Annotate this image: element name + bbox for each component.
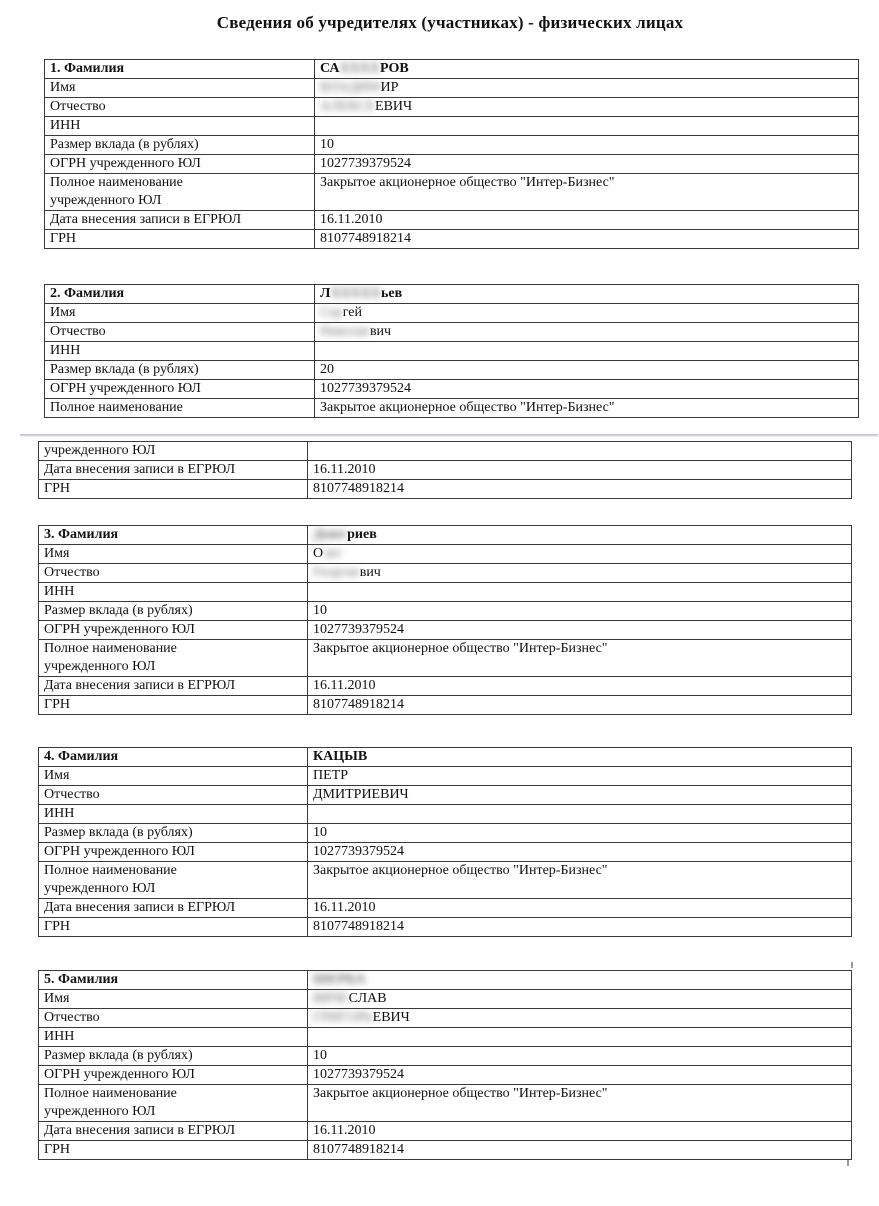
redacted-text: АЛЕКСЕ (320, 99, 376, 114)
naim-value: Закрытое акционерное общество "Интер-Бизнес" (308, 862, 852, 899)
otchestvo-label: Отчество (39, 1009, 308, 1028)
imya-value (308, 990, 852, 1009)
surname-text: КАЦЫВ (313, 749, 368, 764)
naim-label-line-2: учрежденного ЮЛ (44, 659, 156, 674)
table-row (39, 583, 852, 602)
table-row (39, 1085, 852, 1122)
vklad-value: 10 (308, 602, 852, 621)
date-label: Дата внесения записи в ЕГРЮЛ (39, 461, 308, 480)
grn-value: 8107748918214 (308, 696, 852, 715)
inn-label: ИНН (45, 342, 315, 361)
redacted-text: Георгие (313, 565, 360, 580)
table-row (39, 767, 852, 786)
redacted-text: ШЕРБА (313, 972, 366, 987)
table-row (39, 1122, 852, 1141)
date-label: Дата внесения записи в ЕГРЮЛ (45, 211, 315, 230)
redacted-text: ГРИГОРЬ (313, 1010, 373, 1025)
otchestvo-value (315, 323, 859, 342)
grn-label: ГРН (39, 480, 308, 499)
table-row (45, 79, 859, 98)
grn-value: 8107748918214 (315, 230, 859, 249)
table-row (39, 1028, 852, 1047)
table-row (39, 786, 852, 805)
vklad-value: 20 (315, 361, 859, 380)
visible-text: Л (320, 286, 331, 301)
grn-label: ГРН (45, 230, 315, 249)
vklad-label: Размер вклада (в рублях) (39, 824, 308, 843)
imya-label: Имя (39, 545, 308, 564)
table-row (39, 621, 852, 640)
redacted-text: ХХХХХ (330, 286, 381, 301)
date-value: 16.11.2010 (308, 461, 852, 480)
imya-value (315, 79, 859, 98)
visible-text: ИР (380, 80, 399, 95)
table-row (39, 480, 852, 499)
familia-label: 5. Фамилия (39, 971, 308, 990)
table-row (45, 211, 859, 230)
naim-label-line-1: Полное наименование (44, 863, 177, 878)
table-row (39, 1047, 852, 1066)
inn-label: ИНН (39, 583, 308, 602)
imya-label: Имя (45, 304, 315, 323)
table-row (45, 342, 859, 361)
table-row (45, 285, 859, 304)
imya-label: Имя (39, 990, 308, 1009)
redacted-text: Николае (320, 324, 370, 339)
founder-2-table (44, 284, 859, 418)
vklad-value: 10 (308, 824, 852, 843)
table-row (39, 640, 852, 677)
otchestvo-label: Отчество (45, 98, 315, 117)
familia-value (315, 60, 859, 79)
table-row (45, 323, 859, 342)
ogrn-label: ОГРН учрежденного ЮЛ (39, 1066, 308, 1085)
visible-text: вич (369, 324, 392, 339)
otchestvo-value (308, 786, 852, 805)
otchestvo-value (308, 1009, 852, 1028)
redacted-text: Дмит (313, 527, 348, 542)
familia-value (315, 285, 859, 304)
inn-value (308, 583, 852, 602)
table-row (39, 442, 852, 461)
visible-text: ьев (381, 286, 403, 301)
founder-2-table-continued (38, 441, 852, 499)
familia-label: 2. Фамилия (45, 285, 315, 304)
naim-label-line-1: Полное наименование (44, 1086, 177, 1101)
table-row (45, 117, 859, 136)
table-row (39, 602, 852, 621)
ogrn-label: ОГРН учрежденного ЮЛ (45, 155, 315, 174)
imya-label: Имя (39, 767, 308, 786)
ogrn-value: 1027739379524 (308, 621, 852, 640)
table-row (45, 304, 859, 323)
ogrn-label: ОГРН учрежденного ЮЛ (45, 380, 315, 399)
table-row (39, 1009, 852, 1028)
table-row (45, 361, 859, 380)
document-title: Сведения об учредителях (участниках) - физических лицах (216, 13, 684, 32)
familia-value (308, 526, 852, 545)
visible-text: ЕВИЧ (372, 1010, 410, 1025)
date-value: 16.11.2010 (308, 899, 852, 918)
familia-label: 1. Фамилия (45, 60, 315, 79)
naim-label-line-2: учрежденного ЮЛ (44, 881, 156, 896)
imya-value (308, 545, 852, 564)
visible-text: ЕВИЧ (375, 99, 413, 114)
table-row (39, 805, 852, 824)
naim-label-line-2: учрежденного ЮЛ (44, 1104, 156, 1119)
redacted-text: ВЯЧЕ (313, 991, 349, 1006)
table-row (39, 918, 852, 937)
highlighted-surname (313, 748, 367, 766)
visible-text: СА (320, 61, 340, 76)
otchestvo-value (308, 564, 852, 583)
naim-label: Полное наименование (45, 399, 315, 418)
vklad-label: Размер вклада (в рублях) (39, 602, 308, 621)
scan-mark (851, 962, 853, 968)
inn-label: ИНН (45, 117, 315, 136)
visible-text: вич (359, 565, 381, 580)
date-value: 16.11.2010 (308, 677, 852, 696)
ogrn-value: 1027739379524 (315, 155, 859, 174)
table-row (39, 971, 852, 990)
otchestvo-label: Отчество (45, 323, 315, 342)
naim-value: Закрытое акционерное общество "Интер-Бизнес" (308, 640, 852, 677)
date-value: 16.11.2010 (308, 1122, 852, 1141)
visible-text: риев (347, 527, 377, 542)
otchestvo-label: Отчество (39, 786, 308, 805)
page-fold-line (20, 434, 878, 437)
table-row (39, 824, 852, 843)
grn-label: ГРН (39, 696, 308, 715)
ogrn-value: 1027739379524 (308, 843, 852, 862)
table-row (39, 899, 852, 918)
imya-value (315, 304, 859, 323)
naim-label (45, 174, 315, 211)
table-row (45, 230, 859, 249)
inn-value (315, 117, 859, 136)
familia-label: 3. Фамилия (39, 526, 308, 545)
table-row (45, 60, 859, 79)
table-row (39, 862, 852, 899)
inn-label: ИНН (39, 805, 308, 824)
table-row (39, 748, 852, 767)
vklad-value: 10 (308, 1047, 852, 1066)
naim-label (39, 862, 308, 899)
grn-value: 8107748918214 (308, 480, 852, 499)
redacted-text: Сер (320, 305, 343, 320)
founder-5-table (38, 970, 852, 1160)
table-row (39, 564, 852, 583)
grn-label: ГРН (39, 918, 308, 937)
grn-value: 8107748918214 (308, 1141, 852, 1160)
inn-value (308, 1028, 852, 1047)
highlighted-name (313, 767, 348, 785)
table-row (39, 526, 852, 545)
scan-mark (847, 1160, 849, 1166)
ogrn-value: 1027739379524 (308, 1066, 852, 1085)
vklad-label: Размер вклада (в рублях) (45, 136, 315, 155)
naim-label-line-1: Полное наименование (50, 175, 183, 190)
naim-label (39, 640, 308, 677)
visible-text: О (313, 546, 324, 561)
visible-text: РОВ (379, 61, 409, 76)
highlighted-patronymic (313, 786, 409, 804)
redacted-text: ВЛАДИМ (320, 80, 381, 95)
table-row (39, 696, 852, 715)
date-label: Дата внесения записи в ЕГРЮЛ (39, 1122, 308, 1141)
table-row (39, 677, 852, 696)
founder-1-table (44, 59, 859, 249)
visible-text: СЛАВ (348, 991, 387, 1006)
table-row (39, 545, 852, 564)
familia-label: 4. Фамилия (39, 748, 308, 767)
ogrn-label: ОГРН учрежденного ЮЛ (39, 621, 308, 640)
otchestvo-value (315, 98, 859, 117)
table-row (39, 990, 852, 1009)
patronymic-text: ДМИТРИЕВИЧ (313, 787, 409, 802)
naim-label-line-2: учрежденного ЮЛ (50, 193, 162, 208)
naim-label (39, 1085, 308, 1122)
naim-value: Закрытое акционерное общество "Интер-Бизнес" (308, 1085, 852, 1122)
familia-value (308, 971, 852, 990)
date-label: Дата внесения записи в ЕГРЮЛ (39, 899, 308, 918)
date-value: 16.11.2010 (315, 211, 859, 230)
table-row (45, 380, 859, 399)
founder-3-table (38, 525, 852, 715)
naim-label-line-1: Полное наименование (44, 641, 177, 656)
naim-value: Закрытое акционерное общество "Интер-Бизнес" (315, 174, 859, 211)
table-row (39, 461, 852, 480)
inn-value (308, 805, 852, 824)
name-text: ПЕТР (313, 768, 348, 783)
vklad-label: Размер вклада (в рублях) (45, 361, 315, 380)
vklad-value: 10 (315, 136, 859, 155)
table-row (45, 399, 859, 418)
date-label: Дата внесения записи в ЕГРЮЛ (39, 677, 308, 696)
imya-label: Имя (45, 79, 315, 98)
familia-value (308, 748, 852, 767)
imya-value (308, 767, 852, 786)
founder-4-table (38, 747, 852, 937)
table-row (45, 174, 859, 211)
otchestvo-label: Отчество (39, 564, 308, 583)
table-row (39, 1141, 852, 1160)
naim-label-cont: учрежденного ЮЛ (39, 442, 308, 461)
table-row (39, 843, 852, 862)
inn-value (315, 342, 859, 361)
naim-value: Закрытое акционерное общество "Интер-Бизнес" (315, 399, 859, 418)
ogrn-label: ОГРН учрежденного ЮЛ (39, 843, 308, 862)
grn-label: ГРН (39, 1141, 308, 1160)
table-row (45, 155, 859, 174)
redacted-text: лег (323, 546, 343, 561)
vklad-label: Размер вклада (в рублях) (39, 1047, 308, 1066)
table-row (39, 1066, 852, 1085)
grn-value: 8107748918214 (308, 918, 852, 937)
ogrn-value: 1027739379524 (315, 380, 859, 399)
redacted-text: ХХХХ (339, 61, 380, 76)
visible-text: гей (342, 305, 362, 320)
table-row (45, 136, 859, 155)
inn-label: ИНН (39, 1028, 308, 1047)
naim-value-cont (308, 442, 852, 461)
table-row (45, 98, 859, 117)
